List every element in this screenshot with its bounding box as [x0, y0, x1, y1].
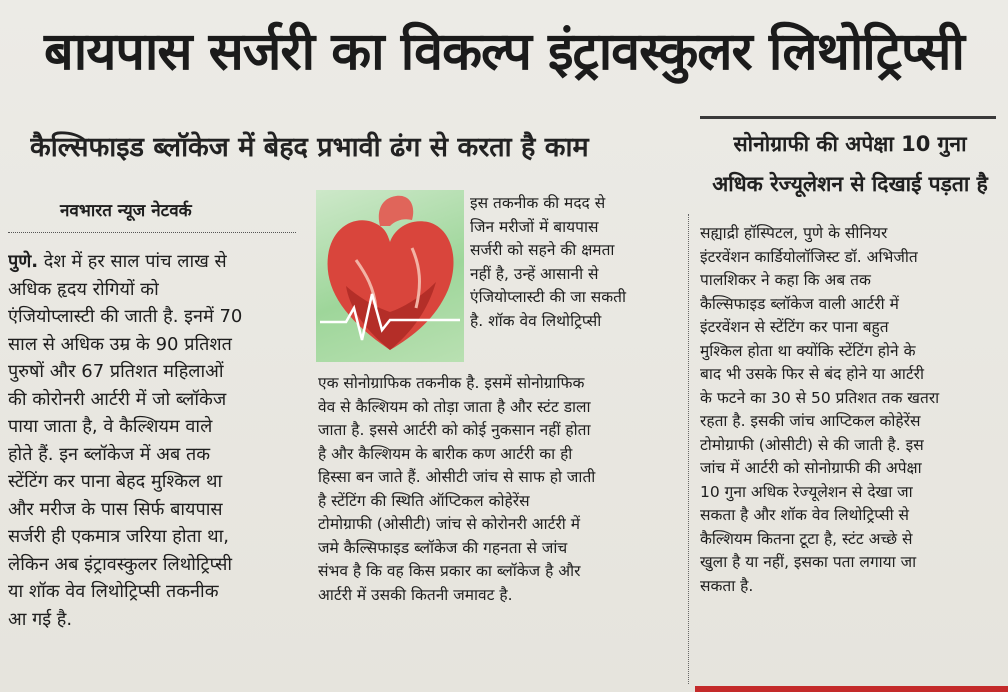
article-line: है. शॉक वेव लिथोट्रिप्सी — [470, 311, 602, 330]
article-line: आ गई है. — [8, 608, 73, 630]
sidebar-heading-line: अधिक रेज्यूलेशन से दिखाई पड़ता है — [712, 172, 988, 196]
article-line: जिन मरीजों में बायपास — [470, 217, 599, 236]
heart-illustration — [316, 190, 464, 362]
article-line: के फटने का 30 से 50 प्रतिशत तक खतरा — [700, 388, 940, 407]
article-text: देश में हर साल पांच लाख से — [38, 251, 227, 272]
article-line: रहता है. इसकी जांच आप्टिकल कोहेरेंस — [700, 412, 921, 430]
article-line: सकता है और शॉक वेव लिथोट्रिप्सी से — [700, 506, 910, 524]
article-line: इंटरवेंशन से स्टेंटिंग कर पाना बहुत — [700, 318, 889, 336]
article-column-1 — [8, 248, 298, 688]
article-line: इस तकनीक की मदद से — [470, 194, 606, 212]
byline: नवभारत न्यूज नेटवर्क — [60, 201, 192, 221]
dateline: पुणे. — [8, 251, 39, 272]
article-line: और मरीज के पास सिर्फ बायपास — [8, 498, 223, 520]
article-line: कैल्शियम कितना टूटा है, स्टंट अच्छे से — [700, 529, 913, 548]
article-line: संभव है कि वह किस प्रकार का ब्लॉकेज है और — [318, 562, 581, 580]
heart-illustration-icon — [316, 190, 464, 362]
article-line: वेव से कैल्शियम को तोड़ा जाता है और स्टंट डाला — [318, 397, 591, 416]
article-line: पाया जाता है, वे कैल्शियम वाले — [8, 416, 213, 437]
article-line: सर्जरी को सहने की क्षमता — [470, 241, 615, 259]
article-line: इंटरवेंशन कार्डियोलॉजिस्ट डॉ. अभिजीत — [700, 247, 918, 266]
article-line: एंजियोप्लास्टी की जाती है. इनमें 70 — [8, 306, 243, 327]
article-line: स्टेंटिंग कर पाना बेहद मुश्किल था — [8, 471, 223, 492]
article-line: एक सोनोग्राफिक तकनीक है. इसमें सोनोग्राफिक — [318, 374, 585, 392]
article-line: एंजियोप्लास्टी की जा सकती — [470, 288, 626, 306]
article-line: सकता है. — [700, 576, 754, 595]
article-line: पुरुषों और 67 प्रतिशत महिलाओं — [8, 361, 224, 382]
subheadline: कैल्सिफाइड ब्लॉकेज में बेहद प्रभावी ढंग से करता है काम — [30, 132, 589, 163]
article-line: आर्टरी में उसकी कितनी जमावट है. — [318, 585, 513, 604]
article-line: सह्याद्री हॉस्पिटल, पुणे के सीनियर — [700, 224, 888, 242]
headline: बायपास सर्जरी का विकल्प इंट्रावस्कुलर लिथोट्रिप्सी — [44, 22, 964, 82]
sidebar-top-rule — [700, 116, 996, 119]
article-column-3 — [700, 222, 1000, 688]
article-line: बाद भी उसके फिर से बंद होने या आर्टरी — [700, 365, 925, 383]
article-line: या शॉक वेव लिथोट्रिप्सी तकनीक — [8, 581, 219, 602]
byline-divider — [8, 232, 296, 233]
article-line: खुला है या नहीं, इसका पता लगाया जा — [700, 553, 917, 571]
article-column-2-top — [470, 192, 670, 372]
article-line: है और कैल्शियम के बारीक कण आर्टरी का ही — [318, 444, 573, 463]
article-line: अधिक हृदय रोगियों को — [8, 278, 159, 300]
article-line: जांच में आर्टरी को सोनोग्राफी की अपेक्षा — [700, 459, 922, 477]
article-line: लेकिन अब इंट्रावस्कुलर लिथोट्रिप्सी — [8, 553, 233, 575]
article-line: टोमोग्राफी (ओसीटी) से की जाती है. इस — [700, 435, 924, 454]
article-column-2-bottom — [318, 372, 678, 684]
article-line: नहीं है, उन्हें आसानी से — [470, 264, 599, 283]
column-divider — [688, 214, 690, 684]
article-line: मुश्किल होता था क्योंकि स्टेंटिंग होने के — [700, 341, 916, 360]
article-line: की कोरोनरी आर्टरी में जो ब्लॉकेज — [8, 388, 227, 410]
article-line: होते हैं. इन ब्लॉकेज में अब तक — [8, 443, 211, 465]
article-line: टोमोग्राफी (ओसीटी) जांच से कोरोनरी आर्टरी में — [318, 515, 581, 533]
article-line: 10 गुना अधिक रेज्यूलेशन से देखा जा — [700, 482, 913, 501]
bottom-accent-bar — [695, 686, 1008, 692]
article-line: साल से अधिक उम्र के 90 प्रतिशत — [8, 333, 232, 355]
sidebar-heading — [700, 124, 1000, 214]
article-line: जमे कैल्सिफाइड ब्लॉकेज की गहनता से जांच — [318, 538, 568, 557]
article-line — [8, 248, 298, 276]
sidebar-heading-line: सोनोग्राफी की अपेक्षा 10 गुना — [733, 132, 967, 156]
article-line: कैल्सिफाइड ब्लॉकेज वाली आर्टरी में — [700, 294, 899, 313]
article-line: सर्जरी ही एकमात्र जरिया होता था, — [8, 526, 230, 547]
article-line: पालशिकर ने कहा कि अब तक — [700, 271, 871, 289]
article-line: है स्टेंटिंग की स्थिति ऑप्टिकल कोहेरेंस — [318, 491, 530, 510]
article-line: जाता है. इससे आर्टरी को कोई नुकसान नहीं होता — [318, 421, 591, 439]
article-line: हिस्सा बन जाते हैं. ओसीटी जांच से साफ हो जाती — [318, 468, 596, 486]
